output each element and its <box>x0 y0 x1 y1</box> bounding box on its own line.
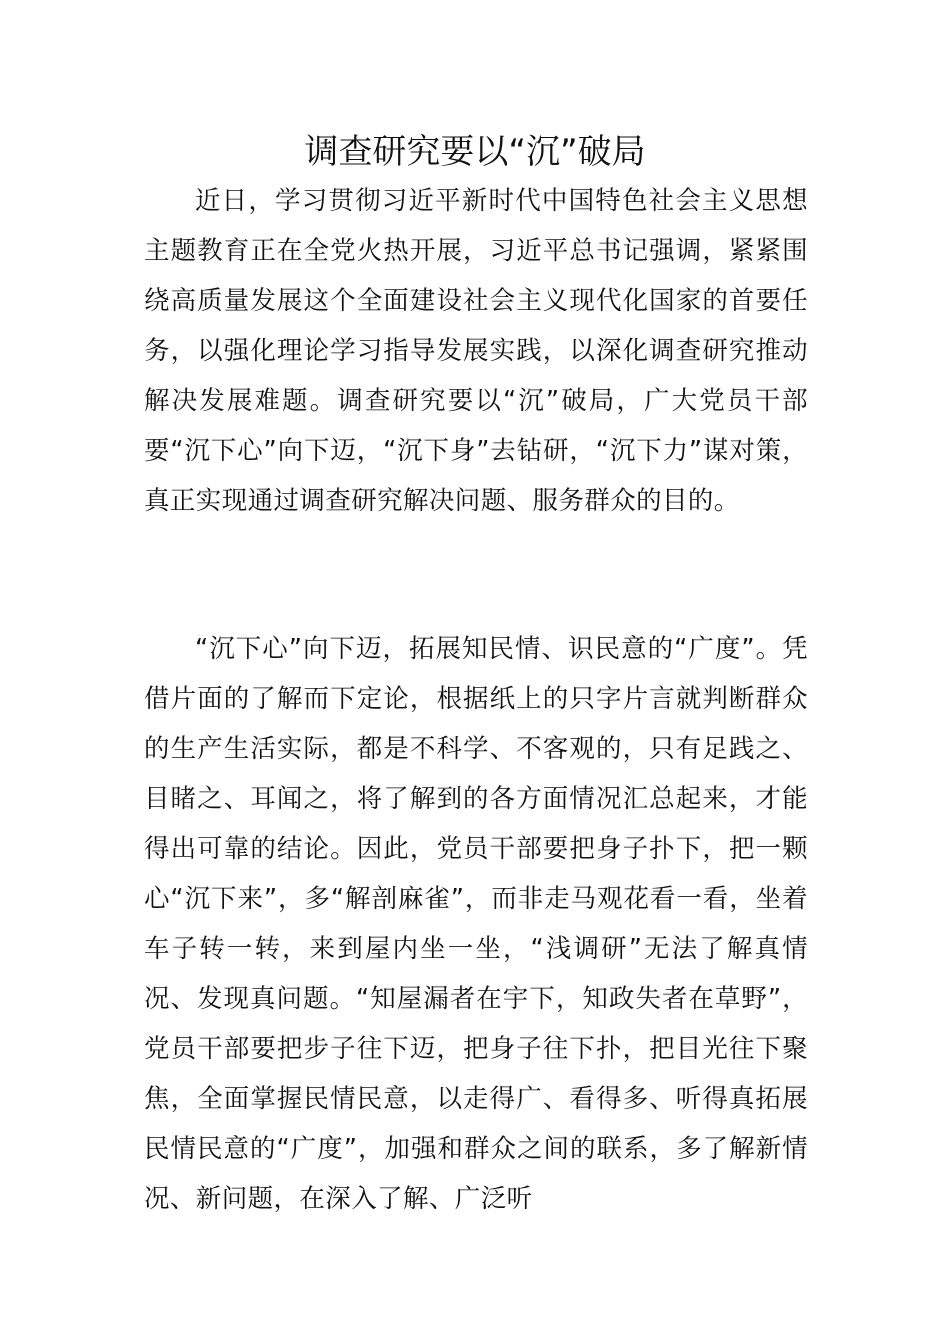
document-title: 调查研究要以“沉”破局 <box>304 132 646 172</box>
paragraph-intro: 近日，学习贯彻习近平新时代中国特色社会主义思想主题教育正在全党火热开展，习近平总书记强调，紧紧围绕高质量发展这个全面建设社会主义现代化国家的首要任务，以强化理论学习指导发展实践，以深化调查研究推动解决发展难题。调查研究要以“沉”破局，广大党员干部要“沉下心”向下迈，“沉下身”去钻研，“沉下力”谋对策，真正实现通过调查研究解决问题、服务群众的目的。 <box>144 186 808 516</box>
paragraph-section-1: “沉下心”向下迈，拓展知民情、识民意的“广度”。凭借片面的了解而下定论，根据纸上的只字片言就判断群众的生产生活实际，都是不科学、不客观的，只有足践之、目睹之、耳闻之，将了解到的各方面情况汇总起来，才能得出可靠的结论。因此，党员干部要把身子扑下，把一颗心“沉下来”，多“解剖麻雀”，而非走马观花看一看，坐着车子转一转，来到屋内坐一坐，“浅调研”无法了解真情况、发现真问题。“知屋漏者在宇下，知政失者在草野”，党员干部要把步子往下迈，把身子往下扑，把目光往下聚焦，全面掌握民情民意，以走得广、看得多、听得真拓展民情民意的“广度”，加强和群众之间的联系，多了解新情况、新问题，在深入了解、广泛听 <box>144 634 808 1214</box>
